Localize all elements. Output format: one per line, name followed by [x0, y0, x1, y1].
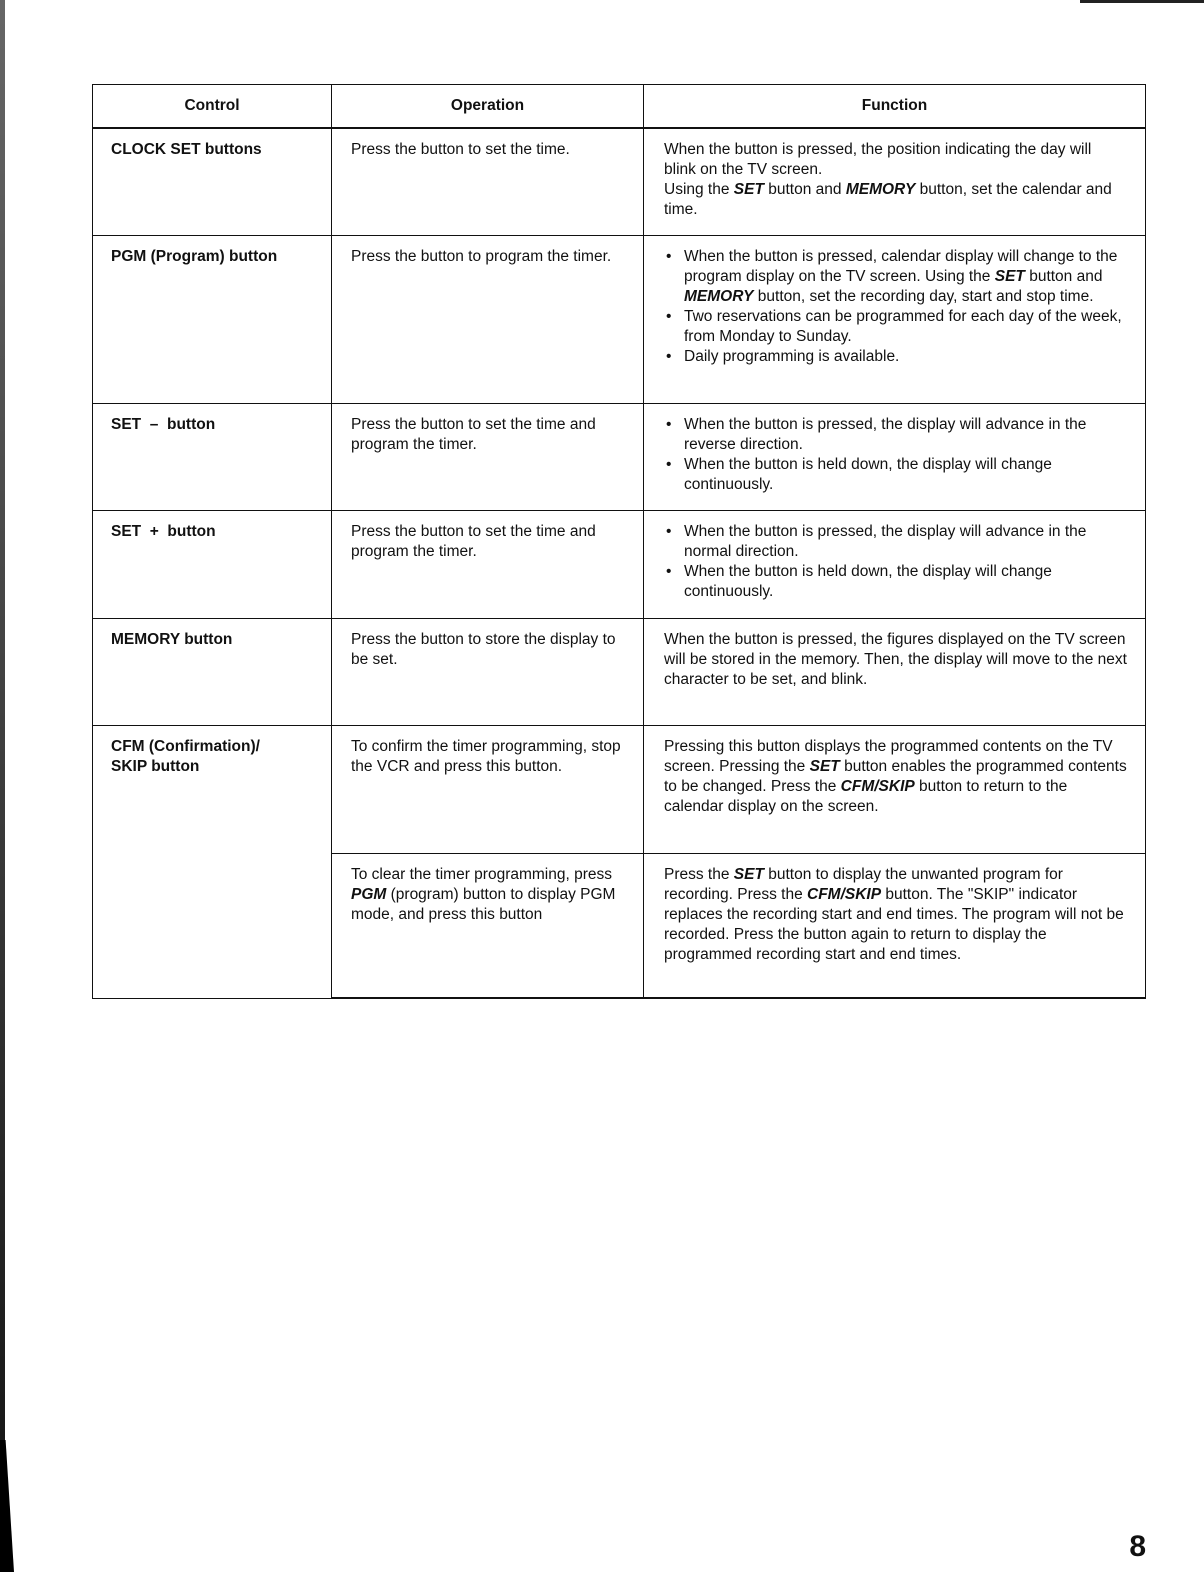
table-row: [93, 128, 1146, 235]
operation-cell: Press the button to program the timer.: [332, 235, 644, 403]
table-row: [93, 618, 1146, 725]
function-bullets: [664, 415, 1127, 495]
header-control: Control: [93, 85, 332, 129]
function-cell: When the button is pressed, the figures displayed on the TV screen will be stored in the memory. Then, the display will move to the next character to be set, and blink.: [644, 618, 1146, 725]
function-bullets: [664, 522, 1127, 602]
function-cell: Pressing this button displays the programmed contents on the TV screen. Pressing the SET button enables the programmed contents to be changed. Press the CFM/SKIP button to return to the calendar display on the screen.: [644, 725, 1146, 853]
header-function: Function: [644, 85, 1146, 129]
control-line: CFM (Confirmation)/: [111, 737, 260, 755]
control-cell: MEMORY button: [93, 618, 332, 725]
controls-table: [92, 84, 1146, 999]
control-cell: [93, 725, 332, 998]
bullet-item: • When the button is pressed, the display will advance in the normal direction.: [664, 522, 1127, 562]
function-text: When the button is pressed, the position indicating the day will blink on the TV screen.: [664, 141, 1092, 178]
operation-cell: Press the button to set the time and program the timer.: [332, 403, 644, 510]
bullet-item: • When the button is held down, the display will change continuously.: [664, 455, 1127, 495]
bullet-item: • When the button is pressed, the display will advance in the reverse direction.: [664, 415, 1127, 455]
top-edge-rule: [1080, 0, 1204, 3]
scan-left-edge: [0, 0, 5, 1572]
scan-left-edge-shadow: [0, 1440, 14, 1572]
control-cell: CLOCK SET buttons: [93, 128, 332, 235]
table-header-row: [93, 85, 1146, 129]
table-row: [93, 235, 1146, 403]
function-cell: [644, 235, 1146, 403]
function-cell: [644, 128, 1146, 235]
function-bullets: [664, 247, 1127, 367]
bullet-item: • When the button is held down, the display will change continuously.: [664, 562, 1127, 602]
function-cell: [644, 510, 1146, 618]
bullet-item: • When the button is pressed, calendar display will change to the program display on the TV screen. Using the SET button and MEMORY button, set the recording day, start and stop time.: [664, 247, 1127, 307]
bullet-item: • Daily programming is available.: [664, 347, 1127, 367]
control-cell: SET + button: [93, 510, 332, 618]
control-cell: PGM (Program) button: [93, 235, 332, 403]
function-text: Using the SET button and MEMORY button, set the calendar and time.: [664, 181, 1112, 218]
function-cell: [644, 403, 1146, 510]
bullet-item: • Two reservations can be programmed for each day of the week, from Monday to Sunday.: [664, 307, 1127, 347]
operation-cell: To confirm the timer programming, stop the VCR and press this button.: [332, 725, 644, 853]
function-cell: Press the SET button to display the unwanted program for recording. Press the CFM/SKIP button. The "SKIP" indicator replaces the recording start and end times. The program will not be recorded. Press the button again to return to display the programmed recording start and end times.: [644, 853, 1146, 998]
operation-cell: To clear the timer programming, press PGM (program) button to display PGM mode, and press this button: [332, 853, 644, 998]
header-operation: Operation: [332, 85, 644, 129]
operation-cell: Press the button to set the time.: [332, 128, 644, 235]
table-row: [93, 725, 1146, 853]
table-row: [93, 403, 1146, 510]
page-number: 8: [1129, 1530, 1146, 1563]
control-line: SKIP button: [111, 757, 200, 775]
operation-cell: Press the button to store the display to be set.: [332, 618, 644, 725]
operation-cell: Press the button to set the time and program the timer.: [332, 510, 644, 618]
table-row: [93, 510, 1146, 618]
control-cell: SET – button: [93, 403, 332, 510]
